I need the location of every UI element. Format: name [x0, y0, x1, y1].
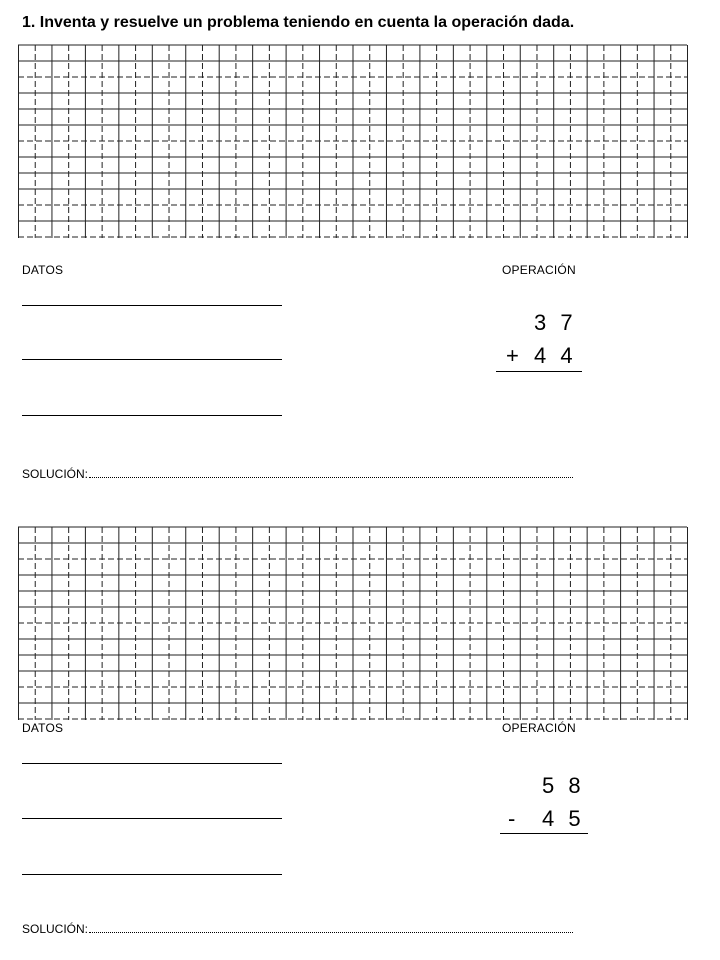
page-title: 1. Inventa y resuelve un problema teniendo en cuenta la operación dada. [22, 14, 575, 31]
solucion-label-1: SOLUCIÓN: [22, 467, 89, 481]
datos-line-2c[interactable] [22, 874, 282, 875]
datos-line-2a[interactable] [22, 763, 282, 764]
solucion-label-2: SOLUCIÓN: [22, 922, 89, 936]
datos-line-1a[interactable] [22, 305, 282, 306]
writing-grid-1[interactable] [18, 44, 688, 240]
operation-sign-1: + [506, 343, 523, 368]
solucion-line-2[interactable] [89, 923, 573, 933]
operation-rule-1 [496, 371, 582, 372]
datos-label-2: DATOS [22, 721, 64, 735]
datos-line-2b[interactable] [22, 818, 282, 819]
datos-line-1b[interactable] [22, 359, 282, 360]
operation-bottom-2: 4 5 [542, 806, 585, 831]
operation-bottom-1: 4 4 [534, 343, 577, 368]
solucion-row-2 [22, 922, 573, 936]
operation-top-2: 5 8 [542, 773, 585, 798]
datos-line-1c[interactable] [22, 415, 282, 416]
operation-top-1: 3 7 [534, 310, 577, 335]
operacion-label-1: OPERACIÓN [502, 263, 576, 277]
writing-grid-2[interactable] [18, 526, 688, 722]
operation-sign-2: - [508, 806, 520, 831]
solucion-line-1[interactable] [89, 468, 573, 478]
solucion-row-1 [22, 467, 573, 481]
operacion-label-2: OPERACIÓN [502, 721, 576, 735]
datos-label-1: DATOS [22, 263, 64, 277]
operation-rule-2 [500, 833, 588, 834]
